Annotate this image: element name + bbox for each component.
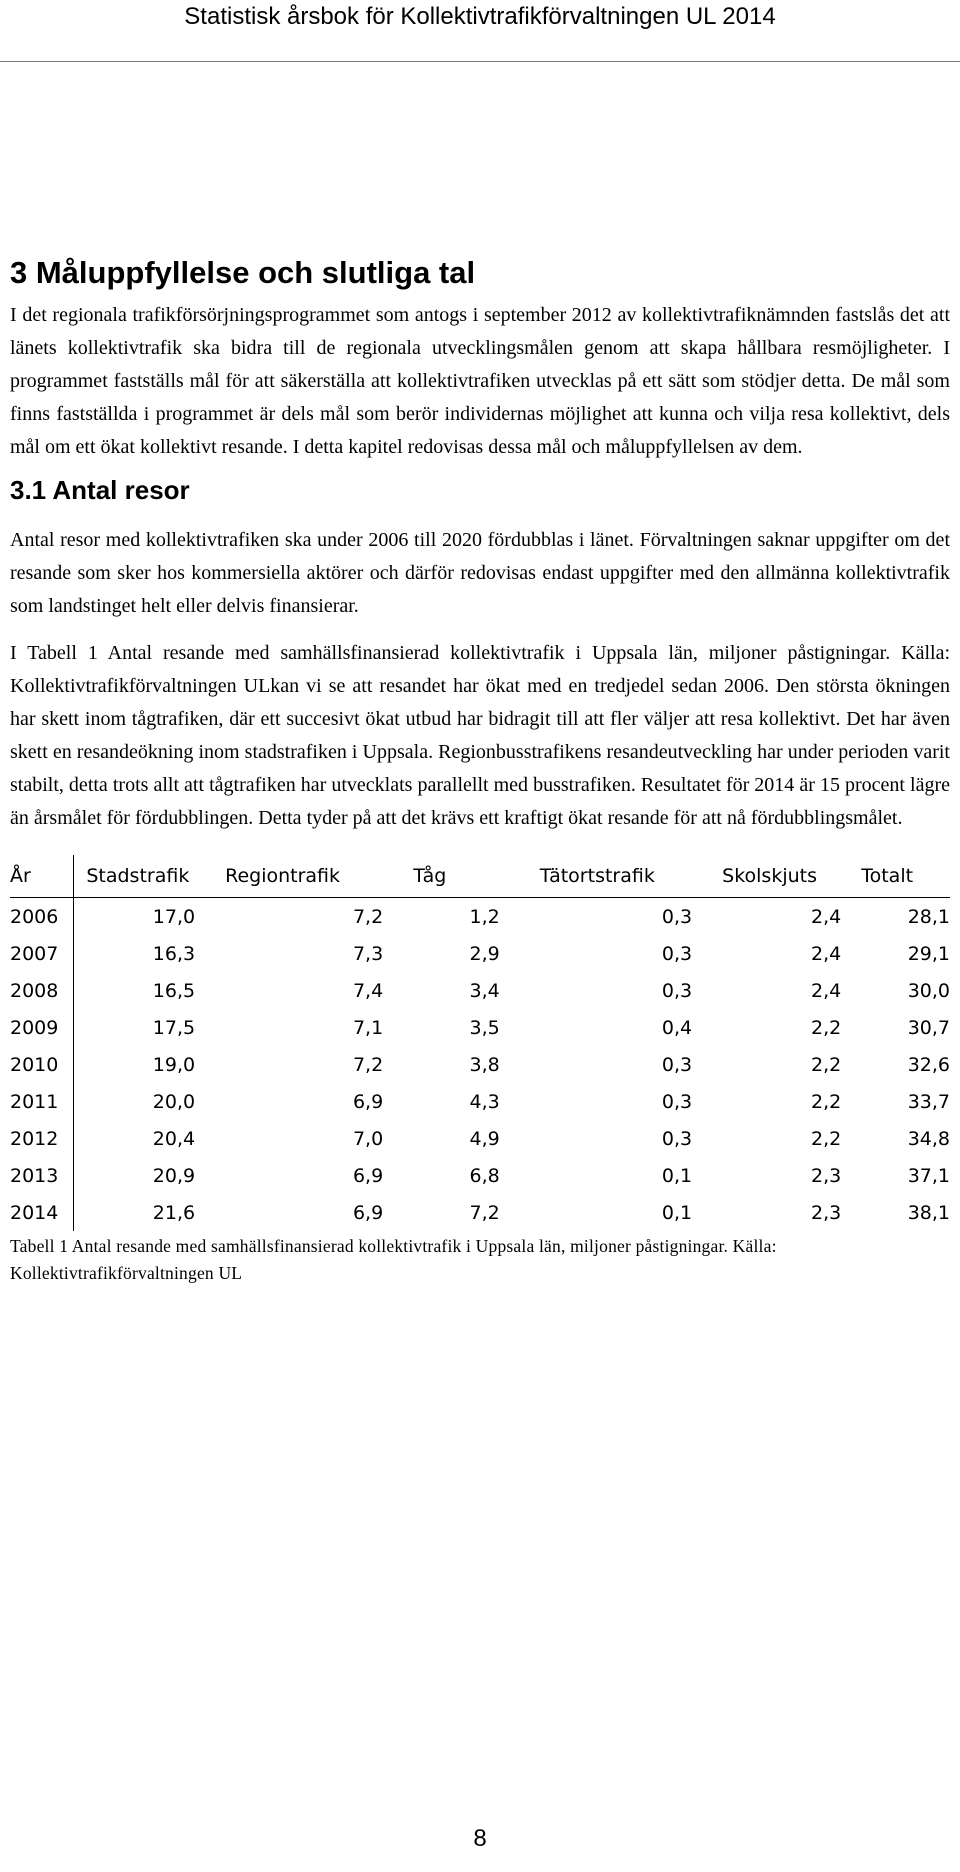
page-content (10, 255, 950, 1287)
regiontrafik-cell: 7,2 (352, 1053, 384, 1076)
totalt-cell: 34,8 (907, 1127, 950, 1150)
skolskjuts-cell: 2,2 (811, 1016, 842, 1039)
column-header: Tätortstrafik (500, 855, 692, 898)
column-header: Stadstrafik (74, 855, 195, 898)
table-row (10, 898, 950, 936)
table-row (10, 1046, 950, 1083)
column-header: Skolskjuts (692, 855, 841, 898)
table-caption: Tabell 1 Antal resande med samhällsfinansierad kollektivtrafik i Uppsala län, miljoner påstigningar. Källa: Kollektivtrafikförvaltningen UL (10, 1236, 777, 1283)
section-intro-paragraph: I det regionala trafikförsörjningsprogrammet som antogs i september 2012 av kollektivtrafiknämnden fastslås det att länets kollektivtrafik ska bidra till de regionala utvecklingsmålen genom att skapa hållbara resmöjligheter. I programmet fastställs mål för att säkerställa att kollektivtrafiken utvecklas på ett sätt som stödjer detta. De mål som finns fastställda i programmet är dels mål som berör individernas möjlighet att kunna och vilja resa kollektivt, dels mål om ett ökat kollektivt resande. I detta kapitel redovisas dessa mål och måluppfyllelsen av dem. (10, 304, 950, 458)
regiontrafik-cell: 6,9 (352, 1201, 384, 1224)
tatortstrafik-cell: 0,3 (661, 905, 693, 928)
skolskjuts-cell: 2,2 (811, 1090, 842, 1113)
table-row (10, 1157, 950, 1194)
column-header: Regiontrafik (195, 855, 383, 898)
tag-cell: 7,2 (469, 1201, 500, 1224)
year-cell: 2008 (10, 972, 74, 1009)
skolskjuts-cell: 2,4 (811, 905, 842, 928)
stadstrafik-cell: 17,5 (152, 1016, 196, 1039)
year-cell: 2006 (10, 898, 74, 936)
tag-cell: 3,5 (469, 1016, 500, 1039)
tag-cell: 3,8 (469, 1053, 500, 1076)
stadstrafik-cell: 19,0 (152, 1053, 196, 1076)
tatortstrafik-cell: 0,3 (661, 942, 693, 965)
tatortstrafik-cell: 0,1 (661, 1164, 693, 1187)
column-header: Totalt (841, 855, 950, 898)
year-cell: 2007 (10, 935, 74, 972)
table-row (10, 1194, 950, 1231)
year-cell: 2010 (10, 1046, 74, 1083)
skolskjuts-cell: 2,2 (811, 1053, 842, 1076)
stadstrafik-cell: 16,5 (152, 979, 196, 1002)
totalt-cell: 32,6 (907, 1053, 950, 1076)
table-row (10, 1009, 950, 1046)
skolskjuts-cell: 2,2 (811, 1127, 842, 1150)
tag-cell: 4,9 (469, 1127, 500, 1150)
skolskjuts-cell: 2,4 (811, 942, 842, 965)
stadstrafik-cell: 16,3 (152, 942, 196, 965)
ridership-table (10, 855, 950, 1231)
tag-cell: 1,2 (469, 905, 500, 928)
regiontrafik-cell: 6,9 (352, 1164, 384, 1187)
tag-cell: 3,4 (469, 979, 500, 1002)
totalt-cell: 30,0 (907, 979, 950, 1002)
tag-cell: 2,9 (469, 942, 500, 965)
totalt-cell: 29,1 (907, 942, 950, 965)
subsection-paragraph-2: I Tabell 1 Antal resande med samhällsfinansierad kollektivtrafik i Uppsala län, miljoner påstigningar. Källa: Kollektivtrafikförvaltningen ULkan vi se att resandet har ökat med en tredjedel sedan 2006. Den största ökningen har skett inom tågtrafiken, där ett succesivt ökat utbud har bidragit till att fler väljer att resa kollektivt. Det har även skett en resandeökning inom stadstrafiken i Uppsala. Regionbusstrafikens resandeutveckling har under perioden varit stabilt, detta trots allt att tågtrafiken har utvecklats parallellt med busstrafiken. Resultatet för 2014 är 15 procent lägre än årsmålet för fördubblingen. Detta tyder på att det krävs ett kraftigt ökat resande för att nå fördubblingsmålet. (10, 642, 950, 829)
table-row (10, 1083, 950, 1120)
running-header (0, 0, 960, 62)
regiontrafik-cell: 7,0 (352, 1127, 384, 1150)
table-header-row (10, 855, 950, 898)
year-cell: 2011 (10, 1083, 74, 1120)
tatortstrafik-cell: 0,3 (661, 1053, 693, 1076)
stadstrafik-cell: 20,9 (152, 1164, 196, 1187)
totalt-cell: 28,1 (907, 905, 950, 928)
table-body (10, 898, 950, 1232)
totalt-cell: 33,7 (907, 1090, 950, 1113)
skolskjuts-cell: 2,3 (811, 1201, 842, 1224)
tatortstrafik-cell: 0,3 (661, 979, 693, 1002)
column-header: Tåg (383, 855, 500, 898)
tag-cell: 6,8 (469, 1164, 500, 1187)
tatortstrafik-cell: 0,4 (661, 1016, 693, 1039)
table-row (10, 1120, 950, 1157)
subsection-paragraph-1: Antal resor med kollektivtrafiken ska under 2006 till 2020 fördubblas i länet. Förvaltningen saknar uppgifter om det resande som sker hos kommersiella aktörer och därför redovisas endast uppgifter med den allmänna kollektivtrafik som landstinget helt eller delvis finansierar. (10, 529, 950, 617)
document-title: Statistisk årsbok för Kollektivtrafikförvaltningen UL 2014 (184, 3, 776, 30)
column-header: År (10, 855, 74, 898)
regiontrafik-cell: 7,1 (352, 1016, 384, 1039)
stadstrafik-cell: 21,6 (152, 1201, 196, 1224)
stadstrafik-cell: 20,4 (152, 1127, 196, 1150)
totalt-cell: 37,1 (907, 1164, 950, 1187)
totalt-cell: 38,1 (907, 1201, 950, 1224)
year-cell: 2013 (10, 1157, 74, 1194)
tatortstrafik-cell: 0,3 (661, 1090, 693, 1113)
tag-cell: 4,3 (469, 1090, 500, 1113)
year-cell: 2014 (10, 1194, 74, 1231)
regiontrafik-cell: 7,4 (352, 979, 384, 1002)
tatortstrafik-cell: 0,3 (661, 1127, 693, 1150)
stadstrafik-cell: 20,0 (152, 1090, 196, 1113)
year-cell: 2009 (10, 1009, 74, 1046)
skolskjuts-cell: 2,4 (811, 979, 842, 1002)
regiontrafik-cell: 6,9 (352, 1090, 384, 1113)
subsection-heading: 3.1 Antal resor (10, 475, 190, 505)
skolskjuts-cell: 2,3 (811, 1164, 842, 1187)
table-row (10, 972, 950, 1009)
tatortstrafik-cell: 0,1 (661, 1201, 693, 1224)
regiontrafik-cell: 7,2 (352, 905, 384, 928)
page-number: 8 (473, 1825, 487, 1852)
year-cell: 2012 (10, 1120, 74, 1157)
stadstrafik-cell: 17,0 (152, 905, 196, 928)
totalt-cell: 30,7 (907, 1016, 950, 1039)
regiontrafik-cell: 7,3 (352, 942, 384, 965)
section-heading: 3 Måluppfyllelse och slutliga tal (10, 255, 476, 290)
table-row (10, 935, 950, 972)
